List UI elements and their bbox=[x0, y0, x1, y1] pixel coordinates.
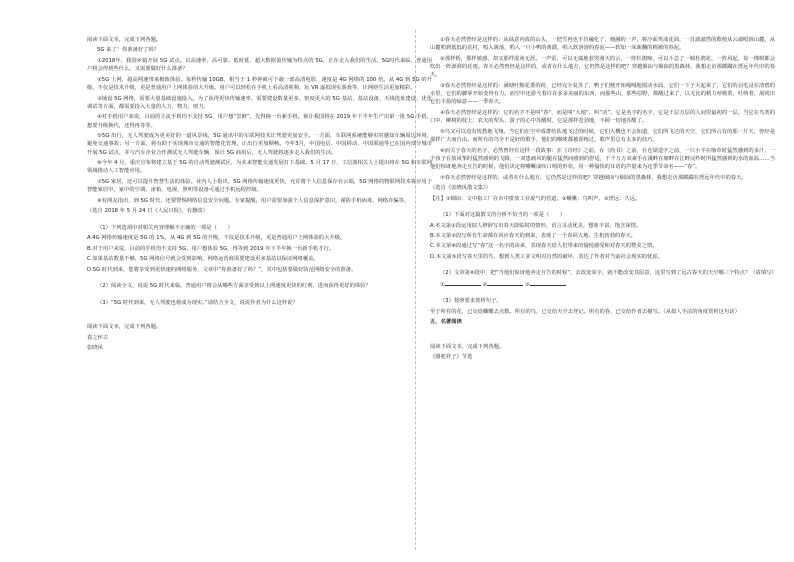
reading-intro: 阅读下面文本，完成下列各题。 bbox=[87, 37, 162, 43]
question-stem: （1）下列选项中对相关内容理解不正确的一项是（ ） bbox=[97, 224, 233, 231]
author: 张晓风 bbox=[87, 345, 103, 352]
answer-blank[interactable] bbox=[530, 280, 566, 286]
paragraph: ⑦春天必然曾经是这样的，或者在什么地方，它仍然是这样的吧？穿越烟囱与烟囱的黑森林，我想走访那踯躅在湮远年代中的春天。 bbox=[440, 174, 747, 181]
paragraph: ④春天必然曾经是这样的：它的名字不是叫“春”，而是叫“大地”，叫“动”，它是名字的名字，它是千层万层的人间里最初的一层，当它在鸟类的口中、柳树的枝上、农夫的犁头、游子的心中苏醒时，它是那样苍劲地，不顾一切地苏醒了。 bbox=[430, 109, 775, 125]
reading-intro: 阅读下面文本，完成下列各题。 bbox=[87, 324, 162, 331]
right-column bbox=[430, 36, 775, 364]
paragraph: ⑦5G 家居，还可以提升智慧生活的体验。业内人士指出，5G 网络传输速度更快，允许将个人信息保存在云端，5G 网络的物联网技术将应用于智能家居中，家中的空调、冰箱、电视、照明等设备可通过手机远程控制。 bbox=[87, 178, 432, 194]
paragraph: ⑤鸟又可以没有忧愁地飞翔。当它们在空中成群结队地飞过的时候，它们大概也不会知道，它们所飞过的天空，它们所占有的那一片天，曾经是那样广大而自由。而所有的鸟全不是好的歌手，他们的喉咙都被训练过，歌声里总有太多的技巧。 bbox=[430, 128, 775, 144]
article-title: 5G 来了！你准备好了吗？ bbox=[97, 47, 160, 54]
paragraph: ①2018年，我国乡镇开展 5G 试点。以高速率、高可靠、低时延、超大数据量传输为特点的 5G，正在走入我们的生活。5G时代来临，普通用户将会得到些什么，又需要做好什么准备？ bbox=[87, 57, 432, 73]
paragraph: ②那样娇，那样敏感，却又那样混沌无涯。一声雷，可以无端地惹哭漫天的云，一阵杜鹃啼，可以斗急了一城杜鹃花，一阵风起，每一棵树都会吹出一阵澎湃的花雨。春天必然曾经是这样的，或者在什么地方，它仍然是这样的吧？穿越烟囱与烟囱的黑森林，我想走访那踯躅在湮远年代中的春天。 bbox=[430, 55, 775, 79]
question: （3）“5G 时代到来，无人驾驶也将成为现实。”请结合全文，说说作者为什么这样说？ bbox=[97, 299, 298, 306]
article-title: 《骆驼祥子》节选 bbox=[430, 354, 473, 361]
paragraph: ③春天必然曾经是这样的：满塘叶黯花委的荷，已经完全复苏了，鸭子们便开始嘎嘎地搅动水面，它们一下子大起来了，它们的羽毛浸在清碧的水里，它们的脚掌开始变得有力。而空中还游弋着许许多多美丽的东西，而那些山，那些原野，都醒过来了，以无比的精力呼吸着，吐纳着，展现出它们丰盈的绿意——一季春天。 bbox=[430, 82, 775, 106]
answer-option: A.4G 网络传输速度是 5G 的 1%，从 4G 到 5G 的升级，不仅是技术升级，更是普通用户上网体验的大升级。 bbox=[87, 235, 346, 242]
paragraph: ⑥今年 4 月，重庆宣布将建立基于 5G 的自动驾驶测试区，为未来智能交通发展打下基础。5 月 17 日，工信部相关人士提出将在 5G 和车联网领域推动人工智能应用。 bbox=[87, 160, 432, 175]
answer-option: D.5G 时代到来，您将享受到更快速的网络服务，文章中“你准备好了吗？”，其中包括要做好防范网络安全的准备。 bbox=[87, 266, 357, 273]
blank-label: ② bbox=[482, 281, 488, 288]
article-title: 春之怀古 bbox=[87, 334, 109, 341]
blank-label: ① bbox=[440, 281, 445, 288]
question: （2）文章第⑥段中，把“当他们惊讶地奔走互告的时候”，去改变某字，就不能改变其原意，这里写到了远古春天的天空哪三个特点？（请填写） bbox=[440, 270, 777, 277]
left-column bbox=[87, 36, 432, 355]
reading-intro: 阅读下面文本，完成下列各题。 bbox=[430, 343, 505, 350]
paragraph: ⑤5G 出行，无人驾驶成为更美好的一道风景线，5G 通讯中的车联网技术让驾驶更加安全。一方面，车联网系统能够实时感知车辆周边环境，避免交通事故；另一方面，将有助于实现城市交通的智能化管理，让出行更加顺畅。今年3月，中国电信、中国移动、中国联通等已在国内部分城市开展 5G 试点，并与汽车企业合作测试无人驾驶车辆，预计 5G 商用后，无人驾驶将逐步走入我们的生活。 bbox=[87, 133, 432, 156]
paragraph: ⑥而关于春天的名字，必然曾经有这样一段故事：在《诗经》之前，在《尚书》之前，在仓颉造字之前，一只小羊在啮草时猛然感到的多汁，一个孩子在放风筝时猛然感到的飞腾，一双患痛风的腿在猛然间感到的舒适，千千万万双素手在溪畔在塘畔在江畔浣纱时所猛然感到的水的血温……当他们惊讶地奔走互告的时候，他们决定将嘴噘成吹口哨的形状，用一种愉快的耳语的声量来为这季节命名——“春”。 bbox=[430, 147, 775, 171]
answer-blanks bbox=[430, 280, 775, 289]
paragraph: ④对手机用户来说，目前的主流手机均不支持 5G，用户想“尝鲜”，先得换一台新手机。预计我国将在 2019 年下半年生产出第一批 5G 手机，想要升级换代，还得再等等。 bbox=[87, 114, 432, 129]
footnote: 【注】①烟囱：文中指工厂在市中排放工业废气的管道。②啾啾：鸟叫声。③湮远：久远。 bbox=[430, 195, 641, 202]
answer-option: B.本文第②段写所有生命都在回应春天的到来，表现了一个春回大地、生机勃勃的春天。 bbox=[430, 233, 637, 239]
paragraph: ③铺设 5G 网络，需要大量基础设施投入。为了获得更快传输速率，需要建设数量更多、密度更大的 5G 基站，基站设备、天线选址建设、优化调试等方面，都需要投入大量的人力、物力、财力。 bbox=[87, 95, 432, 110]
paragraph: ②5G 上网，超高网速带来极致体验。每秒传输 10GB，相当于 1 秒钟就可下载一部高清电影，速度是 4G 网络的 100 倍。从 4G 到 5G 的升级，不仅是技术升级，更是普通用户上网体验的大升级。用户可以轻松在手机上看高清视频、玩 VR 虚拟现实游戏等，让网络生活更加精彩。 bbox=[87, 76, 432, 92]
source-note: （选自《张晓风散文集》） bbox=[430, 185, 491, 192]
paragraph: ①春天必然曾经是这样的：从绿意内敛的山头，一把雪再也不肯融化了，便融的一声，将冷面笑成花面，一首澈澈然的歌便从云端唱到山麓，从山麓唱到低低的荒村，唱入篱落，唱入一只小鸭的黄蹼，唱入软溶溶的春泥——软如一床新翻的棉被的春泥。 bbox=[430, 37, 775, 52]
answer-blank[interactable] bbox=[487, 280, 523, 286]
paragraph: ⑧有网友指出，到 5G 时代，还要警惕网络信息安全问题。专家提醒，用户需要加强个人信息保护意识，谨防手机病毒、网络诈骗等。 bbox=[97, 197, 410, 204]
question-stem: （1）下面对这篇散文的分析不恰当的一项是（ ） bbox=[440, 212, 566, 219]
quoted-sentence: 至于所有的花，已交给蝴蝶去点数。所有的鸟，已交给天空去登记。所有的春，已交给作者去描写。（从拟人手法的角度赏析这句话） bbox=[430, 308, 740, 315]
blank-label: ③ bbox=[524, 281, 530, 288]
answer-option: A.本文第①段运用拟人修辞写出春天降临时的情形，语言灵动优美，想象丰富，饱含深情。 bbox=[430, 222, 642, 229]
answer-option: C.如果基站数量不够，5G 网络信号就会受到影响，网络运营商需要建设更多基站以保证网络覆盖。 bbox=[87, 256, 319, 263]
answer-option: D.本文第⑤段写春天里的鸟，想到人类工业文明对自然的破坏，表达了作者对当前社会现实的忧虑。 bbox=[430, 253, 663, 260]
answer-option: C.本文第⑥段通过写“春”这一名字的由来，表现春天给人们带来的愉悦感受和对春天的赞美之情。 bbox=[430, 243, 658, 250]
question: （3）按照要求赏析句子。 bbox=[440, 298, 502, 305]
source-note: （选自 2018 年 5 月 24 日《人民日报》，有删改） bbox=[87, 208, 209, 215]
answer-blank[interactable] bbox=[445, 280, 481, 286]
answer-option: B.对于用户来说，目前的手机均不支持 5G，用户想体验 5G，得等到 2019 年下半年换一台新手机才行。 bbox=[87, 245, 335, 252]
question: （2）阅读全文，说说 5G 时代来临，普通用户将会从哪些方面享受到以上网速度更快的红利，进而获得更好的体验？ bbox=[97, 283, 371, 290]
section-heading: 五、名著阅读 bbox=[430, 319, 462, 326]
